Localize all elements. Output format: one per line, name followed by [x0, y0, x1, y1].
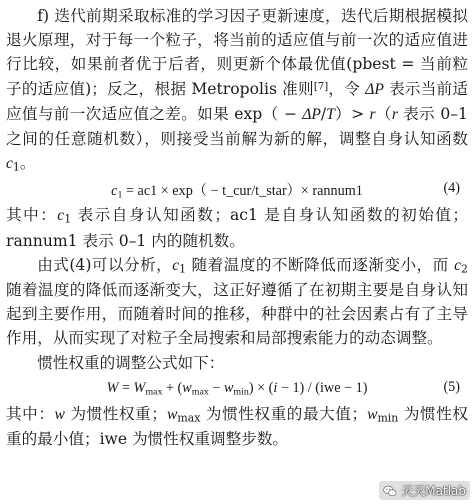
math-W: W	[106, 379, 119, 396]
math-w: w	[166, 405, 178, 423]
math-r: r	[391, 105, 398, 123]
math-c: c	[454, 256, 462, 274]
math-c: c	[111, 182, 118, 199]
text-run: /	[320, 104, 327, 123]
equation-number: (5)	[443, 378, 460, 395]
text-run: 由式(4)可以分析，	[37, 255, 173, 274]
math-T: T	[326, 105, 335, 123]
text-run: 为惯性权重的最大值；	[200, 404, 368, 423]
text-run: 表示自身认知函数；ac1 是自身认知函数的初始值；rannum1 表示 0–1 内的随机数。	[6, 206, 468, 250]
math-subscript: max	[145, 386, 163, 398]
paragraph-where-c1	[6, 203, 468, 252]
math-c: c	[172, 256, 180, 274]
math-subscript: 2	[461, 262, 468, 276]
math-op: − 1) / (iwe − 1)	[277, 379, 368, 396]
math-subscript: min	[377, 411, 399, 425]
text-run: ，令	[328, 79, 366, 98]
math-subscript: 1	[12, 160, 20, 174]
math-subscript: max	[177, 411, 201, 425]
paragraph-analysis	[6, 253, 468, 351]
math-delta-p: ΔP	[302, 105, 321, 123]
math-c: c	[6, 155, 13, 173]
paragraph-inertia-intro	[6, 351, 468, 375]
text-run: 随着温度的不断降低而逐渐变小，而	[186, 255, 455, 274]
equation-body	[111, 180, 363, 200]
math-subscript: min	[233, 386, 249, 398]
text-run: ）>	[334, 104, 370, 123]
text-run: 表示当前适应值与前一次适应值之差。如果 exp（ −	[6, 79, 468, 123]
paper-page	[6, 4, 468, 451]
text-run: 为惯性权重；	[64, 404, 167, 423]
text-run: （	[375, 104, 392, 123]
math-i: i	[273, 379, 278, 396]
math-w: w	[223, 379, 234, 396]
text-run: 。	[19, 154, 36, 173]
math-w: w	[54, 405, 65, 423]
math-subscript: 1	[179, 262, 187, 276]
wechat-icon	[383, 484, 397, 498]
math-W: W	[133, 379, 146, 396]
math-op: =	[118, 379, 134, 396]
citation-ref: [7]	[313, 81, 329, 93]
paragraph-f	[6, 4, 468, 176]
equation-4	[6, 176, 468, 203]
watermark-text: 天天Matlab	[401, 484, 466, 498]
math-r: r	[369, 105, 376, 123]
watermark	[379, 481, 470, 500]
math-delta-p: ΔP	[365, 80, 384, 98]
text-run: 为惯性权重的最小值；iwe 为惯性权重调整步数。	[6, 404, 468, 449]
paragraph-where-w	[6, 402, 468, 451]
text-run: 表示 0–1 之间的任意随机数），则接受当前解为新的解，调整自身认知函数	[6, 104, 468, 149]
math-subscript: max	[191, 386, 209, 398]
math-op: + (	[162, 379, 183, 396]
math-subscript: 1	[64, 213, 72, 227]
equation-rhs: = ac1 × exp（ − t_cur/t_star）× rannum1	[122, 182, 363, 199]
math-op: −	[208, 379, 224, 396]
math-w: w	[367, 405, 378, 423]
text-run: f) 迭代前期采取标准的学习因子更新速度，迭代后期根据模拟退火原理，对于每一个粒子，将当前的适应值与前一次的适应值进行比较，如果前者优于后者，则更新个体最优值(pbest = 当前粒子的适应值)；反之，根据 Metropolis 准则	[6, 7, 468, 98]
text-run: 随着温度的降低而逐渐变大，这正好遵循了在初期主要是自身认知起到主要作用，而随着时间的推移，种群中的社会因素占有了主导作用，从而实现了对粒子全局搜索和局部搜索能力的动态调整。	[6, 281, 468, 348]
text-run: 惯性权重的调整公式如下：	[37, 353, 225, 372]
math-op: ) × (	[248, 379, 274, 396]
text-run: 其中：	[6, 404, 55, 423]
math-w: w	[182, 379, 192, 396]
equation-5	[6, 375, 468, 402]
equation-body	[107, 380, 368, 397]
equation-number: (4)	[443, 180, 460, 197]
text-run: 其中：	[6, 206, 58, 225]
math-c: c	[57, 207, 65, 225]
math-subscript: 1	[117, 189, 123, 201]
